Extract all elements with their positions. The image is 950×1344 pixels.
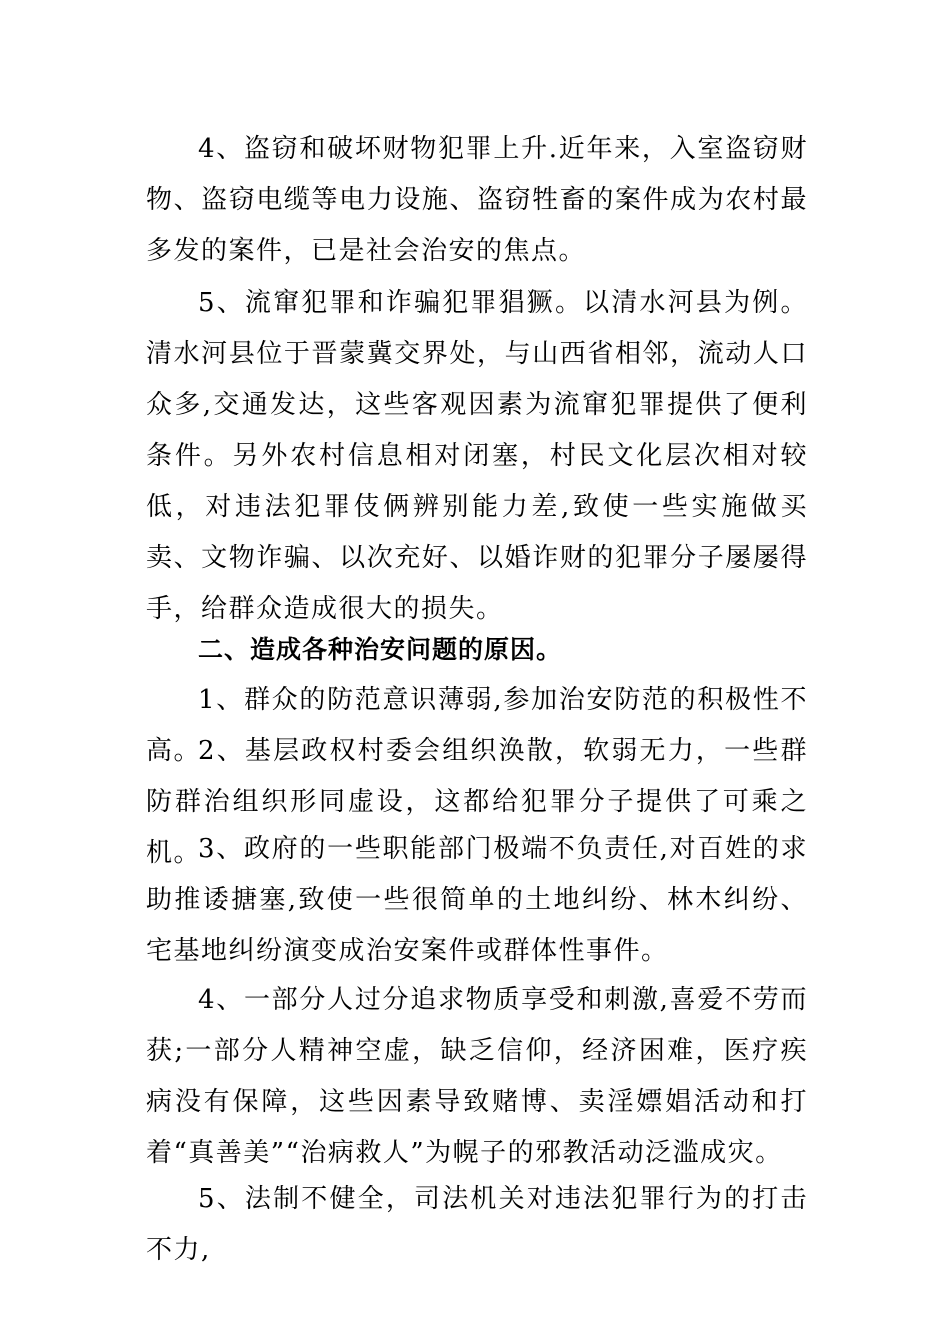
reason-item-1: 1、群众的防范意识薄弱,参加治安防范的积极性不高。 [146, 685, 808, 766]
reason-item-5: 5、法制不健全，司法机关对违法犯罪行为的打击不力, [146, 1184, 808, 1265]
paragraph-theft-crimes: 4、盗窃和破坏财物犯罪上升.近年来，入室盗窃财物、盗窃电缆等电力设施、盗窃牲畜的案件成为农村最多发的案件，已是社会治安的焦点。 [146, 134, 808, 266]
reason-item-4: 4、一部分人过分追求物质享受和刺激,喜爱不劳而获;一部分人精神空虚，缺乏信仰，经济困难，医疗疾病没有保障，这些因素导致赌博、卖淫嫖娼活动和打着“真善美”“治病救人”为幌子的邪教活动泛滥成灾。 [146, 985, 808, 1168]
paragraph-roving-fraud-crimes: 5、流窜犯罪和诈骗犯罪猖獗。以清水河县为例。清水河县位于晋蒙冀交界处，与山西省相邻，流动人口众多,交通发达，这些客观因素为流窜犯罪提供了便利条件。另外农村信息相对闭塞，村民文化层次相对较低，对违法犯罪伎俩辨别能力差,致使一些实施做买卖、文物诈骗、以次充好、以婚诈财的犯罪分子屡屡得手，给群众造成很大的损失。 [146, 288, 808, 624]
reason-item-3: 3、政府的一些职能部门极端不负责任,对百姓的求助推诿搪塞,致使一些很简单的土地纠纷、林木纠纷、宅基地纠纷演变成治安案件或群体性事件。 [146, 834, 808, 966]
section-heading-causes: 二、造成各种治安问题的原因。 [198, 635, 563, 664]
reason-item-2: 2、基层政权村委会组织涣散，软弱无力，一些群防群治组织形同虚设，这都给犯罪分子提供了可乘之机。 [146, 736, 808, 868]
